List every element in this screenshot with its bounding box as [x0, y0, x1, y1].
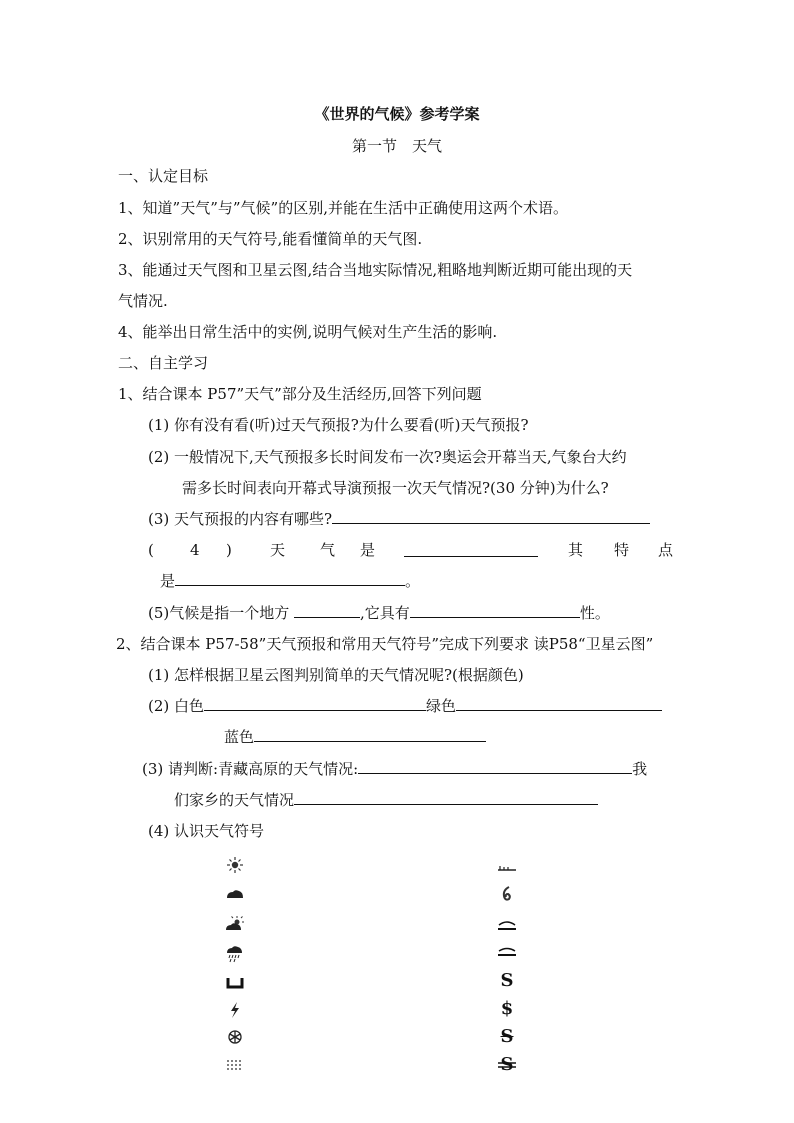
lightning-icon: [224, 1000, 246, 1020]
double-struck-s-icon: [496, 1054, 518, 1074]
q1-item-2: (2) 一般情况下,天气预报多长时间发布一次?奥运会开幕当天,气象台大约: [148, 448, 627, 466]
dollar-s-icon: $: [500, 998, 514, 1019]
q1-item-3: [148, 509, 650, 529]
q1-item-5: [148, 603, 610, 623]
goal-2: 2、识别常用的天气符号,能看懂简单的天气图.: [118, 230, 423, 248]
q2-item-3: [142, 759, 647, 779]
arc-wind-icon: [496, 914, 518, 934]
typhoon-icon: [496, 884, 518, 904]
answer-blank-hometown[interactable]: [294, 790, 598, 805]
q1-4-char-te: 特: [614, 541, 630, 559]
answer-blank-climate-property[interactable]: [410, 603, 580, 618]
section2-heading: 二、自主学习: [118, 354, 209, 372]
q2-3-text-c: 们家乡的天气情况: [174, 791, 295, 809]
q1-item-2-cont: 需多长时间表向开幕式导演预报一次天气情况?(30 分钟)为什么?: [182, 479, 609, 497]
answer-blank-white[interactable]: [204, 696, 426, 711]
goal-1: 1、知道”天气”与”气候”的区别,并能在生活中正确使用这两个术语。: [118, 199, 568, 217]
q1-5-text-c: 性。: [579, 604, 610, 622]
page-title: 《世界的气候》参考学案: [314, 105, 480, 123]
q2-item-4: (4) 认识天气符号: [148, 822, 265, 840]
u-bracket-icon: [224, 972, 246, 992]
goal-3: 3、能通过天气图和卫星云图,结合当地实际情况,粗略地判断近期可能出现的天: [118, 261, 633, 279]
q2-2-blue: 蓝色: [224, 728, 255, 746]
q1-4-char-dian: 点: [658, 541, 674, 559]
q1-item-3-text: (3) 天气预报的内容有哪些?: [148, 510, 333, 528]
sandstorm-s-icon: S: [500, 970, 514, 991]
q2-item-2: [148, 696, 662, 716]
q1-4-paren-close: ): [226, 541, 232, 559]
answer-blank-climate-place[interactable]: [294, 603, 360, 618]
answer-blank-forecast-content[interactable]: [332, 509, 650, 524]
q2-heading: 2、结合课本 P57-58”天气预报和常用天气符号”完成下列要求 读P58“卫星云图”: [116, 635, 654, 653]
double-struck-s-letter: S: [500, 1054, 514, 1075]
section1-heading: 一、认定目标: [118, 167, 209, 185]
q1-4-char-shi2: 是: [160, 572, 176, 590]
cloud-icon: [224, 884, 246, 904]
q2-2-green: 绿色: [426, 697, 457, 715]
answer-blank-features[interactable]: [175, 571, 405, 586]
answer-blank-green[interactable]: [456, 696, 662, 711]
q2-item-2-cont: [224, 727, 486, 747]
q2-item-3-cont: [174, 790, 598, 810]
answer-blank-qinghai-tibet[interactable]: [358, 759, 632, 774]
wind-line-icon: [496, 855, 518, 875]
goal-3-cont: 气情况.: [118, 292, 168, 310]
q2-3-text-a: (3) 请判断:青藏高原的天气情况:: [142, 760, 359, 778]
q1-4-num: 4: [190, 541, 200, 559]
q1-5-text-a: (5)气候是指一个地方: [148, 604, 290, 622]
fog-icon: [224, 1055, 246, 1075]
section-subtitle: 第一节 天气: [351, 137, 442, 155]
q2-2-white: (2) 白色: [148, 697, 205, 715]
q2-3-text-b: 我: [632, 760, 648, 778]
answer-blank-weather-is[interactable]: [404, 542, 538, 557]
q1-heading: 1、结合课本 P57”天气”部分及生活经历,回答下列问题: [118, 385, 482, 403]
partly-cloudy-icon: [224, 914, 246, 934]
q1-4-char-shi: 是: [360, 541, 376, 559]
q1-4-char-qi: 气: [320, 541, 336, 559]
snowflake-icon: [224, 1027, 246, 1047]
struck-s-icon: S: [500, 1026, 514, 1047]
answer-blank-blue[interactable]: [254, 727, 486, 742]
arc-wind-2-icon: [496, 943, 518, 963]
q1-4-paren-open: (: [148, 541, 154, 559]
q1-4-char-qi2: 其: [568, 541, 584, 559]
goal-4: 4、能举出日常生活中的实例,说明气候对生产生活的影响.: [118, 323, 498, 341]
q1-item-4-cont: [160, 571, 420, 591]
q2-item-1: (1) 怎样根据卫星云图判别简单的天气情况呢?(根据颜色): [148, 666, 524, 684]
q1-4-period: 。: [405, 572, 421, 590]
sun-icon: [224, 855, 246, 875]
q1-5-text-b: ,它具有: [360, 604, 410, 622]
q1-item-1: (1) 你有没有看(听)过天气预报?为什么要看(听)天气预报?: [148, 416, 529, 434]
q1-4-char-tian: 天: [270, 541, 286, 559]
rain-cloud-icon: [224, 943, 246, 963]
